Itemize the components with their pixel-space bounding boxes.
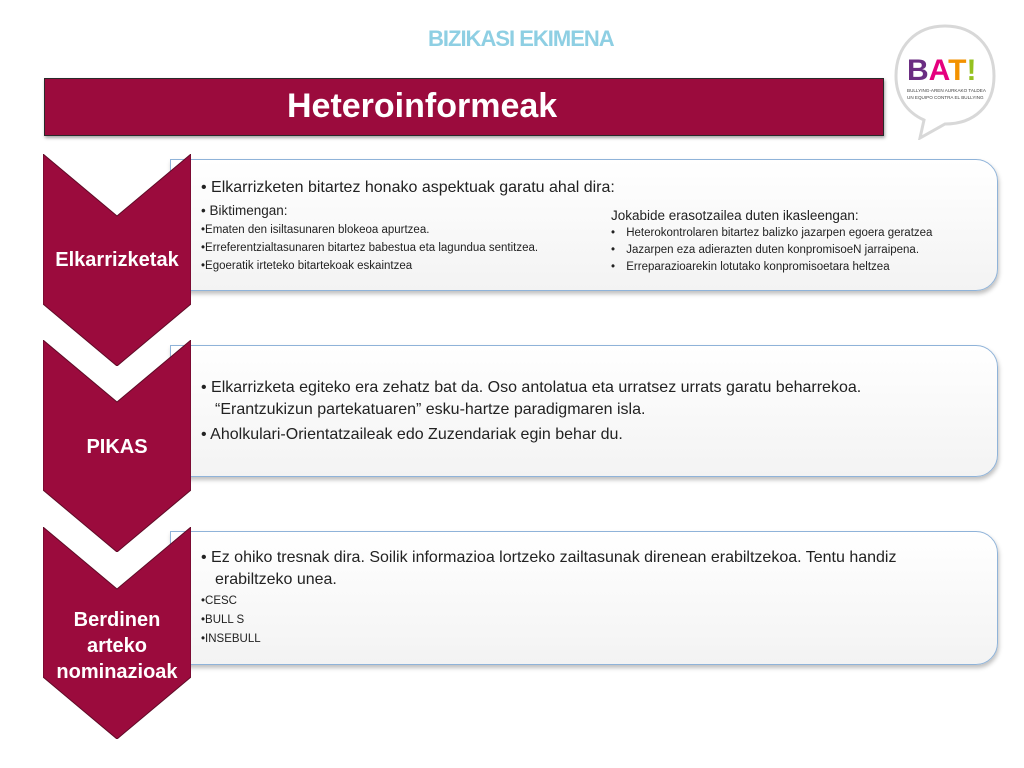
nominazioak-line: • Ez ohiko tresnak dira. Soilik informazioa lortzeko zailtasunak direnean erabiltzekoa. Tentu handiz xyxy=(201,549,897,566)
tool-item: •CESC xyxy=(201,595,237,607)
aggressors-item: • Erreparazioarekin lotutako konpromisoetara heltzea xyxy=(611,261,890,273)
chevron-elkarrizketak xyxy=(43,154,191,366)
logo-line-2: UN EQUIPO CONTRA EL BULLYING xyxy=(907,95,984,100)
pikas-line: • Aholkulari-Orientatzaileak edo Zuzendariak egin behar du. xyxy=(201,426,623,443)
aggressors-heading: Jokabide erasotzailea duten ikasleengan: xyxy=(611,208,859,223)
nominazioak-line: erabiltzeko unea. xyxy=(215,571,337,588)
section-pikas-card xyxy=(170,345,998,477)
victims-item: •Egoeratik irteteko bitartekoak eskaintzea xyxy=(201,260,413,272)
section-nominazioak-card xyxy=(170,531,998,665)
pikas-line: • Elkarrizketa egiteko era zehatz bat da. Oso antolatua eta urratsez urrats garatu beharrekoa. xyxy=(201,379,862,396)
aggressors-item: • Heterokontrolaren bitartez balizko jazarpen egoera geratzea xyxy=(611,227,933,239)
slide-title: Heteroinformeak xyxy=(286,87,558,125)
chevron-label-nominazioak: Berdinen arteko nominazioak xyxy=(56,609,178,683)
chevron-label-pikas: PIKAS xyxy=(86,436,148,458)
section-elkarrizketak-card xyxy=(170,159,998,291)
chevron-nominazioak xyxy=(43,527,191,739)
bat-logo xyxy=(890,20,1000,140)
chevron-label-elkarrizketak: Elkarrizketak xyxy=(55,249,179,271)
program-title: BIZIKASI EKIMENA xyxy=(428,26,614,51)
tool-item: •BULL S xyxy=(201,614,245,626)
victims-item: •Erreferentzialtasunaren bitartez babestua eta lagundua sentitzea. xyxy=(201,242,539,254)
svg-text:BAT!: BAT! xyxy=(907,54,977,87)
victims-item: •Ematen den isiltasunaren blokeoa apurtzea. xyxy=(201,224,430,236)
elkarrizketak-intro: • Elkarrizketen bitartez honako aspektuak garatu ahal dira: xyxy=(201,179,615,196)
logo-line-1: BULLYING-AREN AURKAKO TALDEA xyxy=(907,88,986,93)
chevron-pikas xyxy=(43,340,191,552)
slide-title-bar xyxy=(44,78,884,136)
pikas-line: “Erantzukizun partekatuaren” esku-hartze paradigmaren isla. xyxy=(215,401,646,418)
tool-item: •INSEBULL xyxy=(201,633,261,645)
victims-heading: • Biktimengan: xyxy=(201,203,288,218)
aggressors-item: • Jazarpen eza adierazten duten konpromisoeN jarraipena. xyxy=(611,244,920,256)
